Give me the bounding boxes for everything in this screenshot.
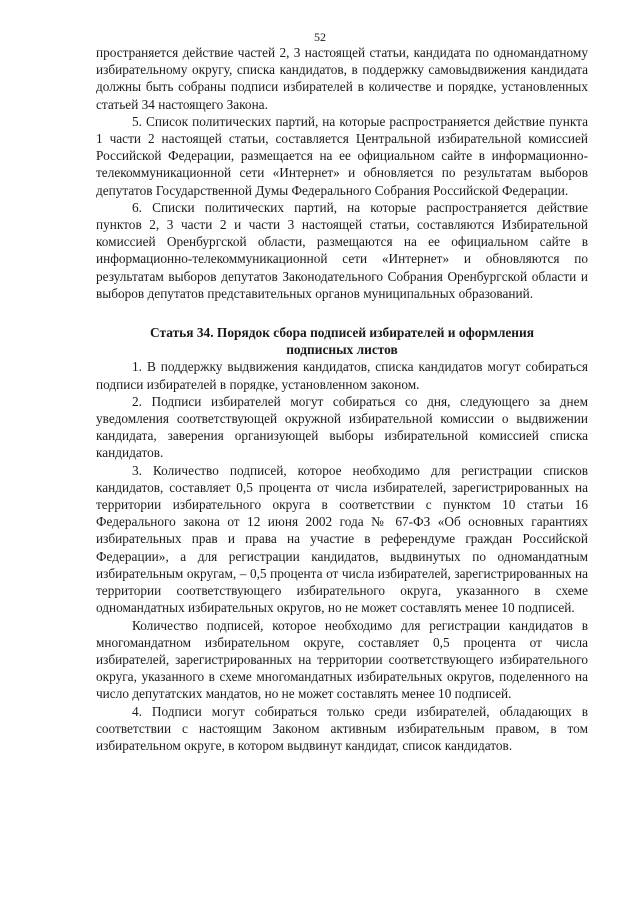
paragraph-item-6: 6. Списки политических партий, на которые распространяется действие пунктов 2, 3 части 2 и части 3 настоящей статьи, составляются Избирательной комиссией Оренбургской области, размещаются на ее официальном сайте в информационно-телекоммуникационной сети «Интернет» и обновляются по результатам выборов депутатов Законодательного Собрания Оренбургской области и выборов депутатов представительных органов муниципальных образований. — [96, 199, 588, 301]
page-number: 52 — [314, 30, 326, 44]
document-body — [96, 44, 588, 754]
paragraph-continuation: пространяется действие частей 2, 3 настоящей статьи, кандидата по одномандатному избирательному округу, списка кандидатов, в поддержку самовыдвижения кандидата должны быть собраны подписи избирателей в количестве и порядке, установленных статьей 34 настоящего Закона. — [96, 45, 588, 112]
paragraph-article-item-3: 3. Количество подписей, которое необходимо для регистрации списков кандидатов, составляет 0,5 процента от числа избирателей, зарегистрированных на территории избирательного округа в соответствии с пунктом 10 статьи 16 Федерального закона от 12 июня 2002 года № 67-ФЗ «Об основных гарантиях избирательных прав и права на участие в референдуме граждан Российской Федерации», а для регистрации кандидатов, выдвинутых по одномандатным избирательным округам, – 0,5 процента от числа избирателей, зарегистрированных на территории соответствующего избирательного округа, указанного в схеме одномандатных избирательных округов, но не может составлять менее 10 подписей. — [96, 462, 588, 616]
paragraph-article-item-3-continued: Количество подписей, которое необходимо для регистрации кандидатов в многомандатном избирательном округе, составляет 0,5 процента от числа избирателей, зарегистрированных на территории соответствующего избирательного округа, указанного в схеме многомандатных избирательных округов, поделенного на число депутатских мандатов, но не может составлять менее 10 подписей. — [96, 617, 588, 702]
paragraph-article-item-2: 2. Подписи избирателей могут собираться со дня, следующего за днем уведомления соответствующей окружной избирательной комиссии о выдвижении кандидата, заверения организующей выборы избирательной комиссией списка кандидатов. — [96, 393, 588, 461]
paragraph-article-item-4: 4. Подписи могут собираться только среди избирателей, обладающих в соответствии с настоящим Законом активным избирательным правом, в том избирательном округе, в котором выдвинут кандидат, список кандидатов. — [96, 703, 588, 753]
article-heading: Статья 34. Порядок сбора подписей избирателей и оформления подписных листов — [150, 325, 534, 358]
paragraph-article-item-1: 1. В поддержку выдвижения кандидатов, списка кандидатов могут собираться подписи избирателей в порядке, установленном законом. — [96, 359, 588, 392]
paragraph-item-5: 5. Список политических партий, на которые распространяется действие пункта 1 части 2 настоящей статьи, составляется Центральной избирательной комиссией Российской Федерации, размещается на ее официальном сайте в информационно-телекоммуникационной сети «Интернет» и обновляется по результатам выборов депутатов Государственной Думы Федерального Собрания Российской Федерации. — [96, 113, 588, 198]
